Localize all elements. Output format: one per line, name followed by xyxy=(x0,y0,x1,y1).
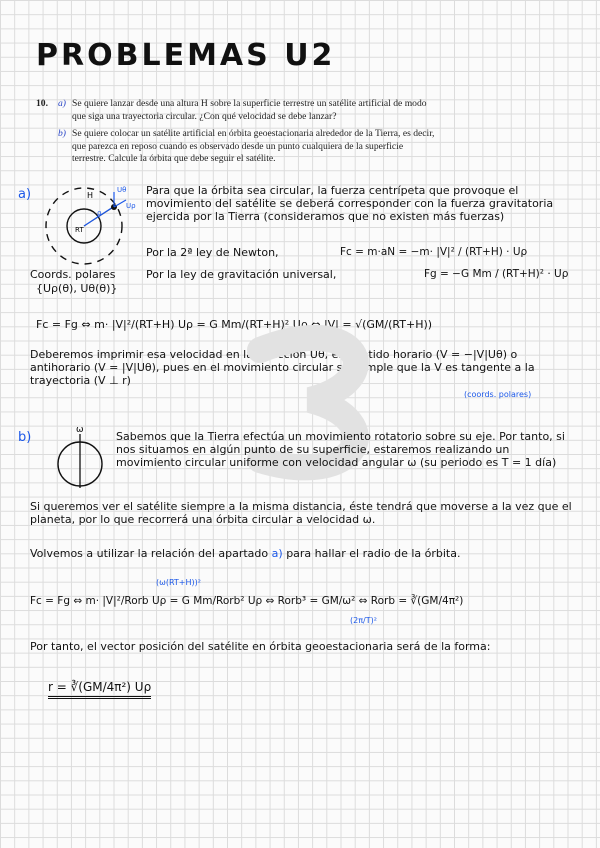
u-rho-arrow xyxy=(114,200,126,207)
part-b-label: b) xyxy=(58,128,66,140)
solution-b-intro: Sabemos que la Tierra efectúa un movimiento rotatorio sobre su eje. Por tanto, si nos situamos en algún punto de su superficie, estaremos realizando un movimiento circular uniforme con velocidad angular ω (su periodo es T = 1 día) xyxy=(116,430,565,469)
solution-b-label: b) xyxy=(18,430,32,445)
gravitation-law-text: Por la ley de gravitación universal, xyxy=(146,268,337,281)
part-a-text: Se quiere lanzar desde una altura H sobre la superficie terrestre un satélite artificial de modo que siga una trayectoria circular. ¿Con qué velocidad se debe lanzar? xyxy=(72,98,427,122)
solution-a-intro: Para que la órbita sea circular, la fuerza centrípeta que provoque el movimiento del satélite se deberá corresponder con la fuerza gravitatoria ejercida por la Tierra (consideramos que no existen más fuerzas) xyxy=(146,184,554,223)
final-position-vector: r = ∛(GM/4π²) Uρ xyxy=(48,680,151,699)
newton-equation: Fc = m·aN = −m· |V|² / (RT+H) · Uρ xyxy=(340,246,528,258)
solution-b-paragraph-4: Por tanto, el vector posición del satélite en órbita geoestacionaria será de la forma: xyxy=(30,640,491,653)
solution-a-label: a) xyxy=(18,187,32,202)
omega-velocity-note: (ω(RT+H))² xyxy=(156,578,201,587)
newton-law-text: Por la 2ª ley de Newton, xyxy=(146,246,279,259)
label-u-rho: Uρ xyxy=(126,202,136,210)
gravitation-equation: Fg = −G Mm / (RT+H)² · Uρ xyxy=(424,268,569,280)
label-u-theta: Uθ xyxy=(117,186,127,194)
velocity-equation: Fc = Fg ⇔ m· |V|²/(RT+H) Uρ = G Mm/(RT+H)² Uρ ⇔ |V| = √(GM/(RT+H)) xyxy=(36,318,433,331)
part-b-text: Se quiere colocar un satélite artificial en órbita geoestacionaria alrededor de la Tierra, es decir, que parezca en reposo cuando es observado desde un punto cualquiera de la superficie terrestre. Calcule la órbita que debe seguir el satélite. xyxy=(72,128,435,165)
label-rt: RT xyxy=(75,226,84,234)
polar-coords-label: Coords. polares xyxy=(30,268,116,281)
problem-part-b xyxy=(36,128,436,166)
orbit-radius-equation: Fc = Fg ⇔ m· |V|²/Rorb Uρ = G Mm/Rorb² Uρ ⇔ Rorb³ = GM/ω² ⇔ Rorb = ∛(GM/4π²) xyxy=(30,595,464,607)
solution-b-paragraph-3 xyxy=(30,547,578,560)
polar-basis-label: {Uρ(θ), Uθ(θ)} xyxy=(36,282,118,295)
coords-note: (coords. polares) xyxy=(464,390,532,399)
problem-statement xyxy=(36,98,436,171)
solution-a-conclusion: Deberemos imprimir esa velocidad en la dirección Uθ, en sentido horario (V = −|V|Uθ) o antihorario (V = |V|Uθ), pues en el movimiento circular se cumple que la V es tangente a la trayectoria (V ⊥ r) xyxy=(30,348,535,387)
paragraph-3-start: Volvemos a utilizar la relación del apartado xyxy=(30,547,269,560)
label-rho: ρ xyxy=(97,209,102,217)
paragraph-3-reference: a) xyxy=(271,547,283,560)
omega-label: ω xyxy=(76,425,84,435)
problem-part-a xyxy=(36,98,436,123)
part-a-label: a) xyxy=(58,98,66,109)
orbit-diagram xyxy=(34,180,146,272)
two-pi-over-t-note: (2π/T)² xyxy=(350,616,377,625)
solution-b-paragraph-2: Si queremos ver el satélite siempre a la misma distancia, éste tendrá que moverse a la vez que el planeta, por lo que recorrerá una órbita circular a velocidad ω. xyxy=(30,500,572,526)
earth-rotation-diagram xyxy=(50,424,110,494)
label-h: H xyxy=(87,191,94,200)
page-title: PROBLEMAS U2 xyxy=(36,38,336,73)
problem-number: 10. xyxy=(36,98,48,109)
paragraph-3-end: para hallar el radio de la órbita. xyxy=(286,547,461,560)
